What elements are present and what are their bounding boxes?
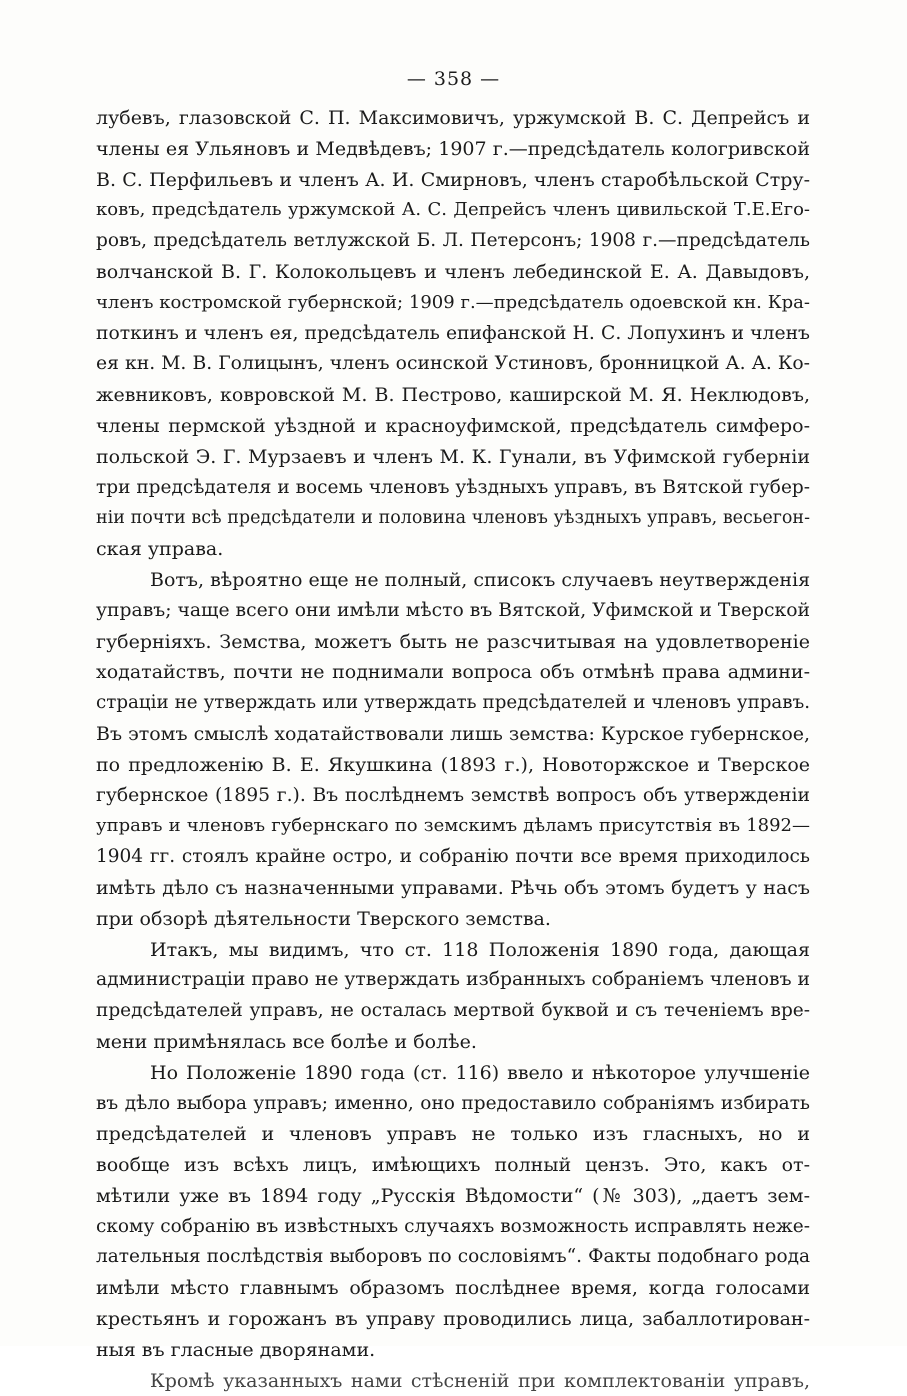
text-line: польской Э. Г. Мурзаевъ и членъ М. К. Гунали, въ Уфимской губерніи <box>96 445 810 468</box>
text-line: 1904 гг. стоялъ крайне остро, и собранію почти все время приходилось <box>96 846 810 868</box>
text-line: ніи почти всѣ предсѣдатели и половина членовъ уѣздныхъ управъ, весьегон- <box>96 508 810 529</box>
text-line: управъ и членовъ губернскаго по земскимъ дѣламъ присутствія въ 1892— <box>96 815 810 837</box>
text-line: В. С. Перфильевъ и членъ А. И. Смирновъ, членъ старобѣльской Стру- <box>96 168 810 191</box>
text-line: имѣли мѣсто главнымъ образомъ послѣднее время, когда голосами <box>96 1277 810 1300</box>
text-line: ковъ, предсѣдатель уржумской А. С. Депрейсъ членъ цивильской Т.Е.Его- <box>96 199 810 221</box>
text-line: управъ; чаще всего они имѣли мѣсто въ Вятской, Уфимской и Тверской <box>96 599 810 621</box>
text-line: лательныя послѣдствія выборовъ по сословіямъ“. Факты подобнаго рода <box>96 1246 810 1268</box>
text-line: крестьянъ и горожанъ въ управу проводились лица, забаллотирован- <box>96 1308 810 1331</box>
text-line: Итакъ, мы видимъ, что ст. 118 Положенія 1890 года, дающая <box>150 938 810 961</box>
text-line: вообще изъ всѣхъ лицъ, имѣющихъ полный цензъ. Это, какъ от- <box>96 1154 810 1177</box>
text-line: ея кн. М. В. Голицынъ, членъ осинской Устиновъ, бронницкой А. А. Ко- <box>96 353 810 375</box>
text-line: скому собранію въ извѣстныхъ случаяхъ возможность исправлять нежe- <box>96 1215 810 1237</box>
text-line: ходатайствъ, почти не поднимали вопроса объ отмѣнѣ права админи- <box>96 661 810 684</box>
text-line: Но Положеніе 1890 года (ст. 116) ввело и нѣкоторое улучшеніе <box>150 1061 810 1084</box>
text-line: ровъ, предсѣдатель ветлужской Б. Л. Петерсонъ; 1908 г.—предсѣдатель <box>96 230 810 252</box>
text-line: поткинъ и членъ ея, предсѣдатель епифанской Н. С. Лопухинъ и членъ <box>96 322 810 344</box>
text-line: администраціи право не утверждать избранныхъ собраніемъ членовъ и <box>96 969 810 991</box>
text-line: Кромѣ указанныхъ нами стѣсненій при комплектованіи управъ, <box>150 1369 810 1392</box>
text-line: ныя въ гласные дворянами. <box>96 1338 376 1361</box>
text-line: три предсѣдателя и восемь членовъ уѣздныхъ управъ, въ Вятской губер- <box>96 476 810 498</box>
text-line: Въ этомъ смыслѣ ходатайствовали лишь земства: Курское губернское, <box>96 722 810 745</box>
text-line: мѣтили уже въ 1894 году „Русскія Вѣдомости“ (№ 303), „даетъ зем- <box>96 1184 810 1207</box>
body-text <box>96 103 810 1396</box>
text-line: предсѣдателей управъ, не осталась мертвой буквой и съ теченіемъ вре- <box>96 1000 810 1022</box>
text-line: Вотъ, вѣроятно еще не полный, списокъ случаевъ неутвержденія <box>150 568 810 591</box>
text-line: ская управа. <box>96 538 224 561</box>
text-line: по предложенію В. Е. Якушкина (1893 г.), Новоторжское и Тверское <box>96 753 810 776</box>
text-line: въ дѣло выбора управъ; именно, оно предоставило собраніямъ избирать <box>96 1092 810 1114</box>
text-line: члены пермской уѣздной и красноуфимской, предсѣдатель симферо- <box>96 414 810 437</box>
page-number: — 358 — <box>406 68 501 90</box>
text-line: имѣть дѣло съ назначенными управами. Рѣчь объ этомъ будетъ у насъ <box>96 876 810 899</box>
text-line: члены ея Ульяновъ и Медвѣдевъ; 1907 г.—предсѣдатель кологривской <box>96 137 810 160</box>
text-line: губернское (1895 г.). Въ послѣднемъ земствѣ вопросъ объ утвержденіи <box>96 784 810 806</box>
text-line: предсѣдателей и членовъ управъ не только изъ гласныхъ, но и <box>96 1123 810 1146</box>
text-line: при обзорѣ дѣятельности Тверского земства. <box>96 907 551 930</box>
text-line: членъ костромской губернской; 1909 г.—предсѣдатель одоевской кн. Кра- <box>96 291 810 313</box>
text-line: губерніяхъ. Земства, можетъ быть не разсчитывая на удовлетвореніе <box>96 630 810 653</box>
text-line: лубевъ, глазовской С. П. Максимовичъ, уржумской В. С. Депрейсъ и <box>96 107 810 129</box>
text-line: жевниковъ, ковровской М. В. Пестрово, каширской М. Я. Неклюдовъ, <box>96 384 810 407</box>
text-line: мени примѣнялась все болѣе и болѣе. <box>96 1030 477 1053</box>
text-line: страціи не утверждать или утверждать предсѣдателей и членовъ управъ. <box>96 692 810 714</box>
text-line: волчанской В. Г. Колокольцевъ и членъ лебединской Е. А. Давыдовъ, <box>96 260 810 283</box>
